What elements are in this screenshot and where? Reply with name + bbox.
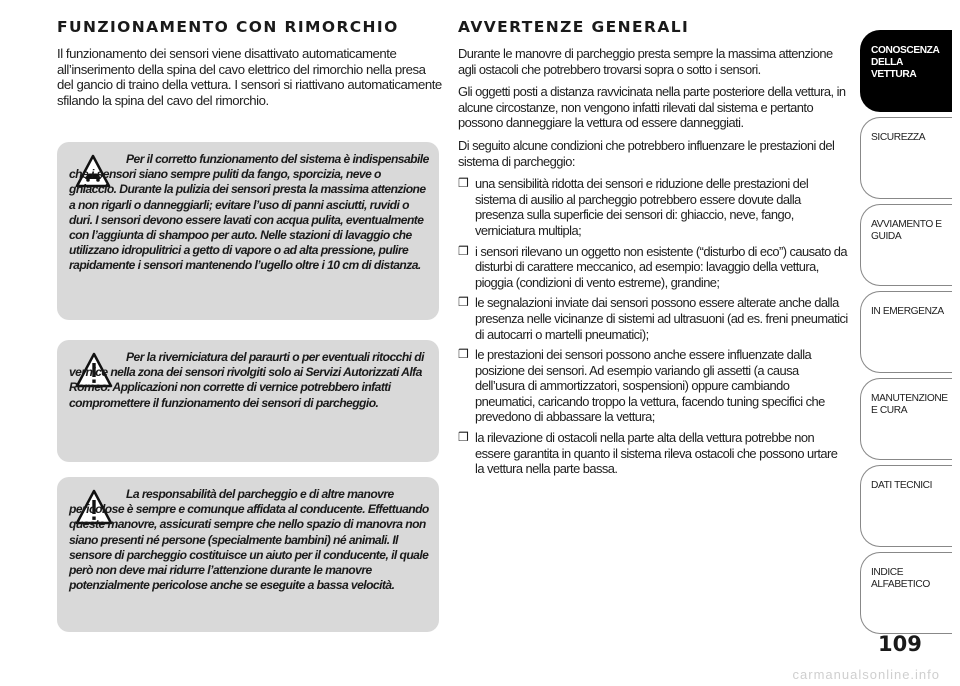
tab-avviamento-e-guida[interactable]: AVVIAMENTO E GUIDA <box>860 204 952 286</box>
tab-conoscenza-della-vettura[interactable]: CONOSCENZA DELLA VETTURA <box>860 30 952 112</box>
list-item <box>458 347 848 425</box>
list-item <box>458 176 848 238</box>
conditions-list <box>458 176 848 477</box>
checkbox-bullet-icon: ❒ <box>458 347 469 362</box>
tab-dati-tecnici[interactable]: DATI TECNICI <box>860 465 952 547</box>
checkbox-bullet-icon: ❒ <box>458 243 469 258</box>
checkbox-bullet-icon: ❒ <box>458 295 469 310</box>
list-item-text: i sensori rilevano un oggetto non esistente (“disturbo di eco”) causato da disturbi di carattere meccanico, ad esempio: lavaggio della vettura, pioggia (condizioni di vento estreme), grandine; <box>475 243 848 290</box>
caution-text: La responsabilità del parcheggio e di altre manovre pericolose è sempre e comunque affidata al conducente. Effettuando queste manovre, assicurati sempre che nello spazio di manovra non siano presenti né persone (specialmente bambini) né animali. Il sensore di parcheggio costituisce un aiuto per il conducente, il quale però non deve mai ridurre l’attenzione durante le manovre potenzialmente pericolose anche se eseguite a bassa velocità. <box>69 487 429 593</box>
checkbox-bullet-icon: ❒ <box>458 430 469 445</box>
list-item <box>458 430 848 477</box>
general-warnings-body <box>458 46 848 482</box>
paragraph: Di seguito alcune condizioni che potrebbero influenzare le prestazioni del sistema di parcheggio: <box>458 137 835 169</box>
caution-text: Per il corretto funzionamento del sistema è indispensabile che i sensori siano sempre puliti da fango, sporcizia, neve o ghiaccio. Durante la pulizia dei sensori presta la massima attenzione a non rigarli o danneggiarli; evitare l’uso di panni asciutti, ruvidi o duri. I sensori devono essere lavati con acqua pulita, eventualmente con l’aggiunta di shampoo per auto. Nelle stazioni di lavaggio che utilizzano idropulitrici a getto di vapore o ad alta pressione, pulire rapidamente i sensori mantenendo l’ugello oltre i 10 cm di distanza. <box>69 152 429 273</box>
list-item-text: le segnalazioni inviate dai sensori possono essere alterate anche dalla presenza nelle vicinanze di sistemi ad ultrasuoni (ad es. freni pneumatici di autocarri o martelli pneumatici); <box>475 295 848 342</box>
caution-box-responsibility <box>57 477 439 632</box>
chapter-tabs <box>860 30 952 639</box>
tab-manutenzione-e-cura[interactable]: MANUTENZIONE E CURA <box>860 378 952 460</box>
tab-indice-alfabetico[interactable]: INDICE ALFABETICO <box>860 552 952 634</box>
section-heading-avvertenze: AVVERTENZE GENERALI <box>458 18 690 36</box>
list-item-text: la rilevazione di ostacoli nella parte alta della vettura potrebbe non essere garantita in quanto il sistema rileva ostacoli che possono urtare la vettura nella parte bassa. <box>475 430 838 477</box>
intro-paragraph: Il funzionamento dei sensori viene disattivato automaticamente all’inserimento della spina del cavo elettrico del rimorchio nella presa del gancio di traino della vettura. I sensori si riattivano automaticamente sfilando la spina del cavo del rimorchio. <box>57 46 442 108</box>
tab-sicurezza[interactable]: SICUREZZA <box>860 117 952 199</box>
list-item <box>458 295 848 342</box>
list-item <box>458 244 848 291</box>
section-heading-rimorchio: FUNZIONAMENTO CON RIMORCHIO <box>57 18 399 36</box>
paragraph: Gli oggetti posti a distanza ravvicinata nella parte posteriore della vettura, in alcune circostanze, non vengono infatti rilevati dal sistema e pertanto possono danneggiare la vettura od essere danneggiati. <box>458 84 846 131</box>
tab-in-emergenza[interactable]: IN EMERGENZA <box>860 291 952 373</box>
caution-box-cleaning <box>57 142 439 320</box>
list-item-text: le prestazioni dei sensori possono anche essere influenzate dalla posizione dei sensori. Ad esempio variando gli assetti (a causa dell’usura di ammortizzatori, sospensioni) oppure cambiando pneumatici, caricando troppo la vettura, facendo tuning specifici che prevedono di abbassare la vettura; <box>475 347 825 425</box>
caution-box-paint <box>57 340 439 462</box>
list-item-text: una sensibilità ridotta dei sensori e riduzione delle prestazioni del sistema di ausilio al parcheggio potrebbero essere dovute dalla presenza sulla superficie dei sensori di: ghiaccio, neve, fango, verniciatura multipla; <box>475 176 809 238</box>
checkbox-bullet-icon: ❒ <box>458 176 469 191</box>
watermark: carmanualsonline.info <box>792 667 940 682</box>
caution-text: Per la riverniciatura del paraurti o per eventuali ritocchi di vernice nella zona dei sensori rivolgiti solo ai Servizi Autorizzati Alfa Romeo. Applicazioni non corrette di vernice potrebbero infatti compromettere il funzionamento dei sensori di parcheggio. <box>69 350 424 410</box>
paragraph: Durante le manovre di parcheggio presta sempre la massima attenzione agli ostacoli che potrebbero trovarsi sopra o sotto i sensori. <box>458 46 833 77</box>
page-number: 109 <box>878 632 922 656</box>
